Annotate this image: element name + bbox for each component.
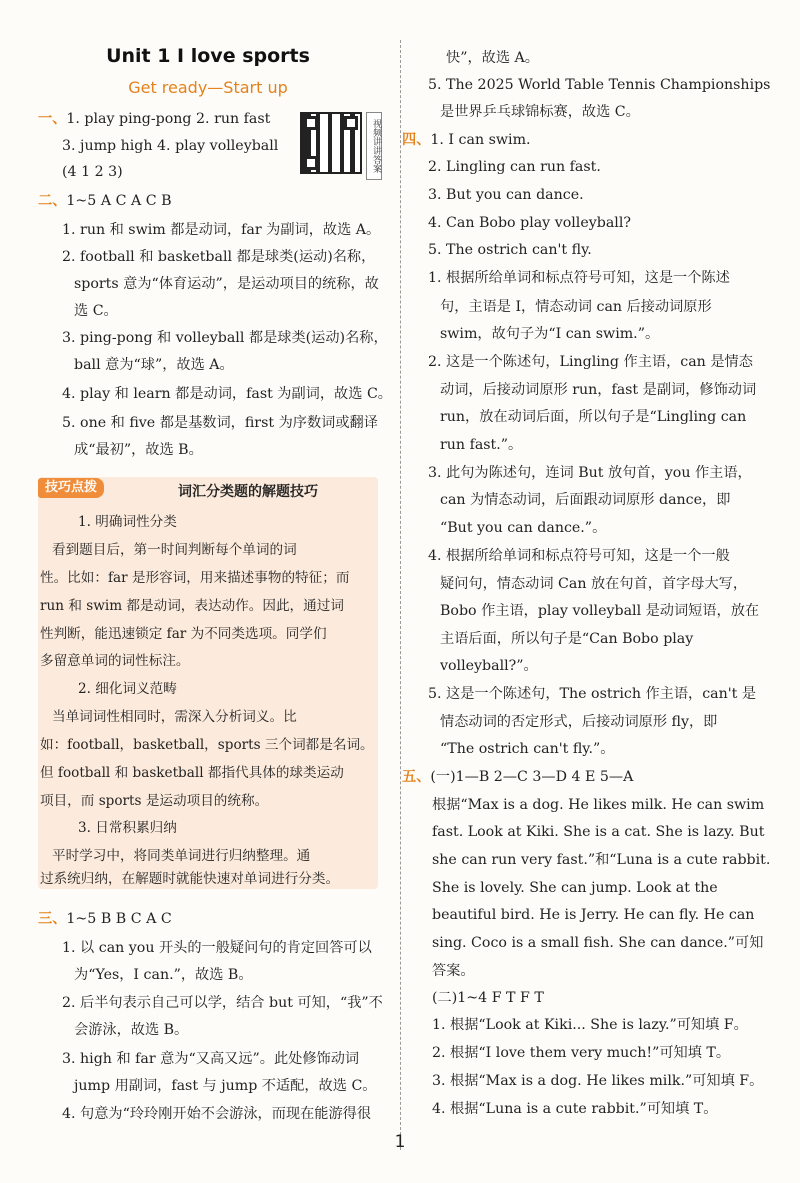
explanation-line: 1. 以 can you 开头的一般疑问句的肯定回答可以 [62, 940, 372, 956]
answer-line: 3. But you can dance. [428, 187, 584, 203]
tip-heading: 1. 明确词性分类 [78, 514, 177, 530]
tip-line: 当单词词性相同时，需深入分析词义。比 [52, 709, 297, 725]
answer-line: 2. Lingling can run fast. [428, 159, 601, 175]
answer-line: 1. I can swim. [430, 132, 531, 148]
qr-code[interactable] [300, 112, 362, 174]
explanation-line: swim，故句子为“I can swim.”。 [440, 326, 660, 342]
tip-line: run 和 swim 都是动词，表达动作。因此，通过词 [40, 598, 344, 614]
explanation-line: 快”，故选 A。 [446, 50, 539, 66]
explanation-line: 3. 此句为陈述句，连词 But 放句首，you 作主语， [428, 465, 752, 481]
explanation-line: 5. one 和 five 都是基数词，first 为序数词或翻译 [62, 415, 378, 431]
tip-line: 过系统归纳，在解题时就能快速对单词进行分类。 [40, 871, 340, 887]
explanation-line: 4. 根据所给单词和标点符号可知，这是一个一般 [428, 548, 730, 564]
answer-line: (4 1 2 3) [62, 164, 123, 180]
explanation-line: 2. football 和 basketball 都是球类(运动)名称， [62, 249, 376, 265]
answer-line: 5. The ostrich can't fly. [428, 242, 592, 258]
tip-heading: 3. 日常积累归纳 [78, 820, 177, 836]
explanation-line: 5. The 2025 World Table Tennis Championships [428, 77, 771, 93]
tip-line: 但 football 和 basketball 都指代具体的球类运动 [40, 765, 344, 781]
section-label-5: 五、 [402, 769, 431, 785]
section-label-1: 一、 [38, 111, 67, 127]
answer-head: 1~5 A C A C B [66, 193, 172, 209]
section-label-2: 二、 [38, 193, 67, 209]
explanation-line: 4. 句意为“玲玲刚开始不会游泳，而现在能游得很 [62, 1106, 372, 1122]
explanation-line: 主语后面，所以句子是“Can Bobo play [440, 631, 694, 647]
explanation-line: 疑问句，情态动词 Can 放在句首，首字母大写， [440, 576, 748, 592]
section-label-3: 三、 [38, 911, 67, 927]
explanation-line: 2. 根据“I love them very much!”可知填 T。 [432, 1045, 731, 1061]
explanation-line: 1. 根据“Look at Kiki... She is lazy.”可知填 F。 [432, 1017, 748, 1033]
qr-label: 视频讲讲答案 [366, 112, 382, 180]
explanation-line: 成“最初”，故选 B。 [74, 442, 203, 458]
explanation-line: 1. run 和 swim 都是动词，far 为副词，故选 A。 [62, 222, 381, 238]
explanation-line: She is lovely. She can jump. Look at the [432, 880, 718, 896]
explanation-line: can 为情态动词，后面跟动词原形 dance，即 [440, 492, 731, 508]
tip-line: 如：football，basketball，sports 三个词都是名词。 [40, 737, 374, 753]
tip-title: 词汇分类题的解题技巧 [178, 484, 318, 500]
explanation-line: volleyball?”。 [440, 658, 538, 674]
tip-badge: 技巧点拨 [38, 478, 104, 498]
tip-heading: 2. 细化词义范畴 [78, 681, 177, 697]
explanation-line: 3. 根据“Max is a dog. He likes milk.”可知填 F。 [432, 1073, 764, 1089]
explanation-line: “But you can dance.”。 [440, 520, 607, 536]
tip-line: 项目，而 sports 是运动项目的统称。 [40, 793, 269, 809]
explanation-line: 为“Yes，I can.”，故选 B。 [74, 967, 253, 983]
explanation-line: 3. high 和 far 意为“又高又远”。此处修饰动词 [62, 1051, 360, 1067]
explanation-line: 4. 根据“Luna is a cute rabbit.”可知填 T。 [432, 1101, 718, 1117]
explanation-line: 1. 根据所给单词和标点符号可知，这是一个陈述 [428, 270, 730, 286]
tip-line: 性判断，能迅速锁定 far 为不同类选项。同学们 [40, 626, 327, 642]
answer-line: 1. play ping-pong 2. run fast [66, 111, 271, 127]
page-subtitle: Get ready—Start up [128, 78, 288, 97]
answer-head: (二)1~4 F T F T [432, 990, 544, 1006]
column-divider [400, 40, 401, 1150]
explanation-line: 答案。 [432, 963, 475, 979]
explanation-line: “The ostrich can't fly.”。 [440, 741, 615, 757]
explanation-line: 5. 这是一个陈述句，The ostrich 作主语，can't 是 [428, 686, 757, 702]
explanation-line: fast. Look at Kiki. She is a cat. She is lazy. But [432, 824, 765, 840]
explanation-line: jump 用副词，fast 与 jump 不适配，故选 C。 [74, 1078, 377, 1094]
tip-line: 多留意单词的词性标注。 [40, 653, 190, 669]
explanation-line: she can run very fast.”和“Luna is a cute rabbit. [432, 852, 771, 868]
explanation-line: 句，主语是 I，情态动词 can 后接动词原形 [440, 299, 712, 315]
tip-line: 平时学习中，将同类单词进行归纳整理。通 [52, 848, 311, 864]
explanation-line: 情态动词的否定形式，后接动词原形 fly，即 [440, 714, 718, 730]
explanation-line: ball 意为“球”，故选 A。 [74, 357, 234, 373]
answer-line: 4. Can Bobo play volleyball? [428, 215, 631, 231]
explanation-line: 2. 后半句表示自己可以学，结合 but 可知，“我”不 [62, 995, 383, 1011]
explanation-line: beautiful bird. He is Jerry. He can fly. He can [432, 907, 755, 923]
page-title: Unit 1 I love sports [106, 45, 310, 67]
explanation-line: sing. Coco is a small fish. She can dance.”可知 [432, 935, 764, 951]
explanation-line: 选 C。 [74, 303, 118, 319]
explanation-line: 动词，后接动词原形 run，fast 是副词，修饰动词 [440, 382, 757, 398]
answer-head: (一)1—B 2—C 3—D 4 E 5—A [430, 769, 634, 785]
explanation-line: 根据“Max is a dog. He likes milk. He can swim [432, 797, 765, 813]
explanation-line: run，放在动词后面，所以句子是“Lingling can [440, 409, 747, 425]
answer-head: 1~5 B B C A C [66, 911, 172, 927]
answer-line: 3. jump high 4. play volleyball [62, 138, 279, 154]
explanation-line: 4. play 和 learn 都是动词，fast 为副词，故选 C。 [62, 386, 392, 402]
tip-line: 看到题目后，第一时间判断每个单词的词 [52, 542, 297, 558]
page-number: 1 [394, 1132, 406, 1152]
explanation-line: 是世界乒乓球锦标赛，故选 C。 [440, 104, 640, 120]
tip-line: 性。比如：far 是形容词，用来描述事物的特征；而 [40, 570, 350, 586]
section-label-4: 四、 [402, 132, 431, 148]
explanation-line: 2. 这是一个陈述句，Lingling 作主语，can 是情态 [428, 354, 753, 370]
explanation-line: Bobo 作主语，play volleyball 是动词短语，放在 [440, 603, 760, 619]
explanation-line: run fast.”。 [440, 437, 523, 453]
explanation-line: 会游泳，故选 B。 [74, 1022, 189, 1038]
explanation-line: 3. ping-pong 和 volleyball 都是球类(运动)名称， [62, 330, 388, 346]
explanation-line: sports 意为“体育运动”，是运动项目的统称，故 [74, 276, 379, 292]
